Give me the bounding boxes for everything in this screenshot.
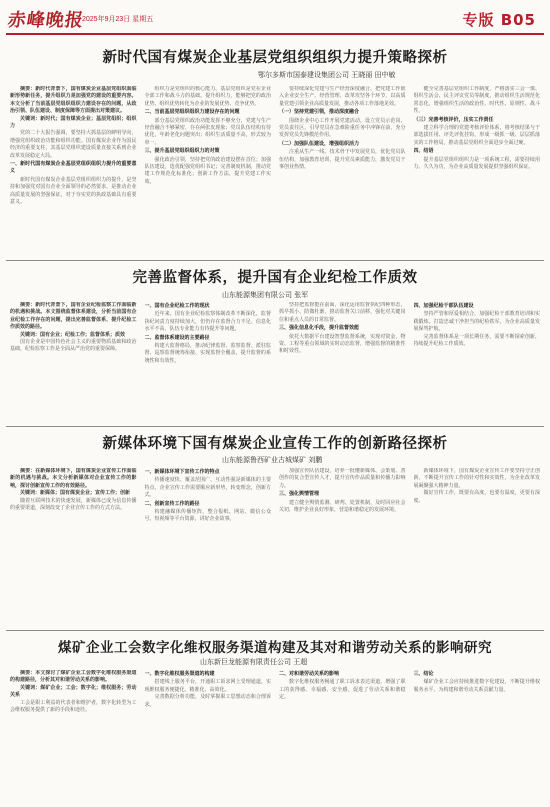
body-paragraph: 国有企业是中国特色社会主义的重要物质基础和政治基础，纪检监察工作是全面从严治党的重要保障。 [10,339,137,353]
article-1-column [414,86,541,254]
article-4-title: 煤矿企业工会数字化维权服务渠道构建及其对和谐劳动关系的影响研究 [58,640,492,656]
article-2-column [10,302,137,420]
newspaper-logo: 赤峰晚报 [6,10,86,31]
body-paragraph: 组织力是党组织的核心能力，基层党组织是党在企业全部工作和战斗力的基础。提升组织力，能够把党的政治优势、组织优势转化为企业的发展优势、竞争优势。 [144,86,271,107]
body-paragraph: 完善数据分析功能，及时掌握职工思想动态和合理诉求。 [144,694,271,708]
section-subheading: 四、结语 [413,148,434,155]
body-paragraph: 随着互联网技术的快速发展，新媒体已成为信息传播的重要渠道，深刻改变了企业宣传工作的方式方法。 [10,497,137,512]
article-2-byline: 山东能源集团有限公司 张军 [222,291,309,299]
article-4-column [10,670,137,800]
body-paragraph: 依托大数据平台建设智慧监督系统，实现对资金、物资、工程等重点领域的实时动态监督，增强监督的精准性和时效性。 [279,333,406,355]
article-3-byline: 山东能源鲁西矿业古城煤矿 刘鹏 [222,456,323,464]
masthead-rule [6,33,544,35]
section-divider [6,630,544,631]
article-3-title: 新媒体环境下国有煤炭企业宣传工作的创新路径探析 [102,436,448,452]
body-paragraph: 新媒体环境下，国有煤炭企业宣传工作要坚持守正创新，不断提升宣传工作的针对性和实效性，为企业改革发展凝聚强大精神力量。 [413,468,540,489]
article-3-column [10,468,137,624]
body-paragraph: 数字化维权服务畅通了职工诉求表达渠道，增强了职工的获得感、幸福感、安全感，促进了劳动关系和谐稳定。 [279,679,406,701]
article-2-body [10,302,540,420]
body-paragraph: 加强宣传队伍建设，培养一批懂新媒体、会策划、善创作的复合型宣传人才，提升宣传作品质量和传播力影响力。 [279,468,406,489]
section-subheading: 一、国有企业纪检工作的现状 [144,303,210,309]
body-paragraph: 完善监督体系是一项长期任务，需要不断探索创新，持续提升纪检工作质效。 [413,333,540,348]
article-4-byline: 山东新巨龙能源有限责任公司 王超 [200,658,308,666]
body-paragraph: 摘要：在新媒体环境下，国有煤炭企业宣传工作面临新的机遇与挑战。本文分析新媒体对企业宣传工作的影响，探讨创新宣传工作的有效路径。 [10,468,137,489]
article-1-body [10,86,540,254]
section-subheading: （二）加强队伍建设，增强组织活力 [279,140,360,147]
section-subheading: 一、数字化维权服务渠道的构建 [144,671,215,677]
section-subheading: （一）坚持党建引领，推动深度融合 [279,109,360,116]
section-subheading: 三、强化信息化手段，提升监督效能 [279,325,360,332]
section-subheading: 二、对和谐劳动关系的影响 [279,671,340,677]
article-1-column [145,86,272,254]
article-1-column [279,86,406,254]
section-subheading: （三）完善考核评价，压实工作责任 [413,116,494,123]
body-paragraph: 搭建线上服务平台，开通职工诉求网上受理通道，实现维权服务便捷化、精准化、高效化。 [144,679,271,693]
section-subheading: 三、提升基层党组织组织力的对策 [144,148,220,155]
article-3-column [414,468,541,624]
body-paragraph: 工会是职工利益的代表者和维护者，数字化转型为工会维权服务提供了新的手段和途径。 [10,699,137,714]
section-subheading: 一、新媒体环境下宣传工作的特点 [144,469,220,475]
body-paragraph: 坚持把监督挺在前面，深化运用监督执纪四种形态，抓早抓小、防微杜渐，推动监督关口前移，强化对关键岗位和重点人员的日常监督。 [279,302,406,323]
body-paragraph: 摘要：本文探讨了煤矿企业工会数字化维权服务渠道的构建路径，分析其对和谐劳动关系的影响。 [10,670,137,684]
body-paragraph: 关键词：国有企业；纪检工作；监督体系；质效 [20,331,126,338]
body-paragraph: 做好宣传工作，既要有高度，也要有温度，更要有深度。 [413,490,540,504]
article-4-body [10,670,540,800]
body-paragraph: 关键词：新媒体；国有煤炭企业；宣传工作；创新 [20,490,131,497]
section-divider [6,260,544,261]
body-paragraph: 新时代国有煤炭企业基层党组织组织力的提升，是坚持和加强党对国有企业全面领导的必然要求，是推动企业高质量发展的坚强保证，对于夯实党的执政基础具有重要意义。 [10,176,137,206]
newspaper-masthead [0,0,550,34]
body-paragraph: 构建大监督格局，推动纪律监督、监察监督、派驻监督、巡察监督统筹衔接，实现监督全覆盖，提升监督的系统性和有效性。 [144,343,271,364]
section-subheading: 三、结论 [413,671,434,677]
body-paragraph: 建立科学合理的党建考核评价体系，将考核结果与干部选拔任用、评先评优挂钩，形成一级抓一级、层层抓落实的工作格局，推动基层党组织全面进步全面过硬。 [413,125,540,146]
article-1-title: 新时代国有煤炭企业基层党组织组织力提升策略探析 [102,50,448,66]
issue-date: 2025年9月23日 星期五 [82,16,154,23]
article-1-byline: 鄂尔多斯市国泰建设集团公司 王晓丽 田中敏 [258,71,396,79]
body-paragraph: 摘要：新时代背景下，国有煤炭企业基层党组织面临新形势新任务，提升组织力是加强党的建设的重要内容。本文分析了当前基层党组织组织力建设存在的问题，从政治引领、队伍建设、制度保障等方面提出对策建议。 [10,86,137,115]
body-paragraph: 近年来，国有企业纪检监察体制改革不断深化，监督执纪问责力度持续加大，但仍存在监督合力不足、信息化水平不高、队伍专业能力有待提升等问题。 [144,311,271,333]
body-paragraph: 坚持严管和厚爱相结合，加强纪检干部教育培训和实践锻炼，打造忠诚干净担当的纪检铁军，为企业高质量发展保驾护航。 [413,311,540,333]
article-4-column [279,670,406,800]
section-subheading: 一、新时代国有煤炭企业基层党组织组织力提升的重要意义 [10,161,137,175]
body-paragraph: 关键词：煤矿企业；工会；数字化；维权服务；劳动关系 [10,684,137,699]
article-4-column [414,670,541,800]
body-paragraph: 强化政治引领，坚持把党的政治建设摆在首位；加强队伍建设，选优配强党组织书记；完善制度机制，推动党建工作规范化标准化；创新工作方法，提升党建工作实效。 [144,156,271,185]
article-3-column [279,468,406,624]
article-3-column [145,468,272,624]
article-3-body [10,468,540,624]
section-subheading: 四、加强纪检干部队伍建设 [413,303,474,309]
article-1-column [10,86,137,254]
article-2-column [414,302,541,420]
section-subheading: 二、监督体系建设的主要路径 [144,334,210,341]
body-paragraph: 要持续深化党建与生产经营深度融合，把党建工作嵌入企业安全生产、经营管理、改革攻坚各个环节，以高质量党建引领企业高质量发展，推动各项工作落地见效。 [279,86,406,107]
body-paragraph: 建立健全舆情监测、研判、处置机制，及时回应社会关切，维护企业良好形象，营造和谐稳定的发展环境。 [279,499,406,514]
body-paragraph: 传播速度快、覆盖范围广、互动性强是新媒体的主要特点，企业宣传工作需要顺应新形势，转变理念，创新方式。 [144,477,271,499]
article-2-column [145,302,272,420]
article-4-column [145,670,272,800]
body-paragraph: 健全完善基层党组织工作制度，严格落实三会一课、组织生活会、民主评议党员等制度，推动组织生活规范化常态化，增强组织生活的政治性、时代性、原则性、战斗性。 [413,86,540,115]
body-paragraph: 部分基层党组织政治功能发挥不够充分，党建与生产经营融合不够紧密，存在两张皮现象；党员队伍结构有待优化，年龄老化问题突出；组织生活质量不高，形式较为单一。 [144,117,271,146]
body-paragraph: 摘要：新时代背景下，国有企业纪检监察工作面临新的机遇和挑战。本文围绕监督体系建设，分析当前国有企业纪检工作存在的问题，提出完善监督体系、提升纪检工作质效的路径。 [10,302,137,331]
section-subheading: 二、创新宣传工作的路径 [144,500,200,507]
section-label: 专版 B05 [462,11,536,29]
body-paragraph: 党的二十大报告强调，要坚持大抓基层的鲜明导向，增强党组织政治功能和组织功能。国有煤炭企业作为国民经济的重要支柱，其基层党组织建设质量直接关系到企业改革发展稳定大局。 [10,130,137,159]
body-paragraph: 关键词：新时代；国有煤炭企业；基层党组织；组织力 [10,115,137,130]
article-2-title: 完善监督体系，提升国有企业纪检工作质效 [132,270,418,286]
body-paragraph: 构建融媒体传播矩阵，整合报纸、网站、微信公众号、短视频等平台资源，讲好企业故事。 [144,509,271,523]
section-divider [6,426,544,427]
body-paragraph: 煤矿企业工会应持续推进数字化建设，不断提升维权服务水平，为构建和谐劳动关系贡献力量。 [413,679,540,693]
article-2-column [279,302,406,420]
section-subheading: 三、强化舆情管理 [279,491,320,498]
body-paragraph: 围绕企业中心工作开展党建活动，设立党员示范岗、党员责任区，引导党员在急难险重任务中冲锋在前，充分发挥党员先锋模范作用。 [279,117,406,139]
body-paragraph: 提升基层党组织组织力是一项系统工程，需要持续用力、久久为功，为企业高质量发展提供坚强组织保证。 [413,156,540,171]
section-subheading: 二、当前基层党组织组织力建设存在的问题 [144,109,240,116]
body-paragraph: 注重从生产一线、技术骨干中发展党员，优化党员队伍结构，加强教育培训，提升党员素质能力，激发党员干事创业热情。 [279,149,406,171]
